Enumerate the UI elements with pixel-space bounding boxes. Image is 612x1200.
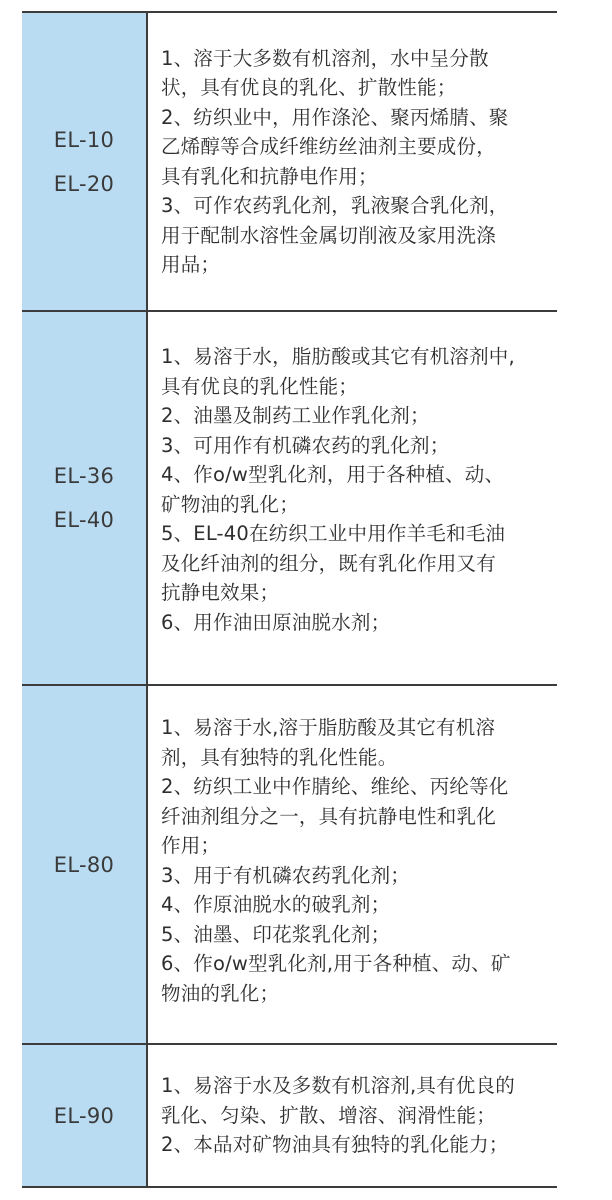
description-line: 2、本品对矿物油具有独特的乳化能力； [161, 1133, 509, 1156]
description-line: 乙烯醇等合成纤维纺丝油剂主要成份， [161, 135, 496, 158]
description-line: 及化纤油剂的组分，既有乳化作用又有 [161, 551, 496, 575]
description-line: 3、可用作有机磷农药的乳化剂； [161, 433, 450, 457]
description-line: 用品； [161, 253, 221, 276]
description-line: 3、可作农药乳化剂，乳液聚合乳化剂， [161, 194, 509, 217]
description-line: 5、EL-40在纺织工业中用作羊毛和毛油 [161, 522, 506, 545]
description-cell [148, 1045, 557, 1186]
description-line: 作用； [161, 834, 221, 857]
table-row [22, 686, 557, 1045]
description-line: 6、用作油田原油脱水剂； [161, 610, 391, 634]
table-row [22, 11, 557, 312]
description-line: 2、纺织业中，用作涤沦、聚丙烯腈、聚 [161, 105, 509, 129]
description-line: 具有优良的乳化性能； [161, 374, 359, 398]
description-line: 物油的乳化； [161, 981, 280, 1005]
description-cell [148, 312, 557, 684]
description-line: 具有乳化和抗静电作用； [161, 164, 378, 188]
product-code: EL-20 [53, 171, 115, 196]
description-line: 纤油剂组分之一，具有抗静电性和乳化 [161, 804, 496, 828]
description-line: 5、油墨、印花浆乳化剂； [161, 922, 391, 946]
product-code-cell [22, 686, 148, 1043]
table-row [22, 1045, 557, 1188]
description-line: 用于配制水溶性金属切削液及家用洗涤 [161, 223, 496, 247]
product-code: EL-36 [53, 464, 115, 488]
description-line: 乳化、匀染、扩散、增溶、润滑性能； [161, 1103, 496, 1127]
description-line: 1、易溶于水及多数有机溶剂,具有优良的 [161, 1074, 515, 1097]
description-line: 6、作o/w型乳化剂,用于各种植、动、矿 [161, 952, 511, 975]
description-line: 2、油墨及制药工业作乳化剂； [161, 404, 430, 427]
product-code-cell [22, 312, 148, 684]
description-line: 状，具有优良的乳化、扩散性能； [161, 76, 457, 99]
description-line: 1、易溶于水,溶于脂肪酸及其它有机溶 [161, 716, 496, 739]
product-code-cell [22, 1045, 148, 1186]
description-line: 4、作o/w型乳化剂，用于各种植、动、 [161, 463, 505, 486]
table-row [22, 312, 557, 686]
description-line: 2、纺织工业中作腈纶、维纶、丙纶等化 [161, 775, 509, 798]
description-line: 剂，具有独特的乳化性能。 [161, 745, 398, 769]
product-code: EL-90 [53, 1103, 115, 1128]
product-code-cell [22, 13, 148, 310]
product-code: EL-10 [53, 127, 115, 152]
product-code: EL-80 [53, 852, 115, 877]
product-code: EL-40 [53, 508, 115, 532]
description-line: 矿物油的乳化； [161, 492, 299, 516]
description-line: 1、易溶于水，脂肪酸或其它有机溶剂中, [161, 345, 515, 368]
description-line: 3、用于有机磷农药乳化剂； [161, 863, 411, 887]
description-cell [148, 13, 557, 310]
description-line: 1、溶于大多数有机溶剂，水中呈分散 [161, 46, 489, 70]
description-line: 抗静电效果； [161, 581, 280, 604]
description-cell [148, 686, 557, 1043]
description-line: 4、作原油脱水的破乳剂； [161, 893, 391, 916]
